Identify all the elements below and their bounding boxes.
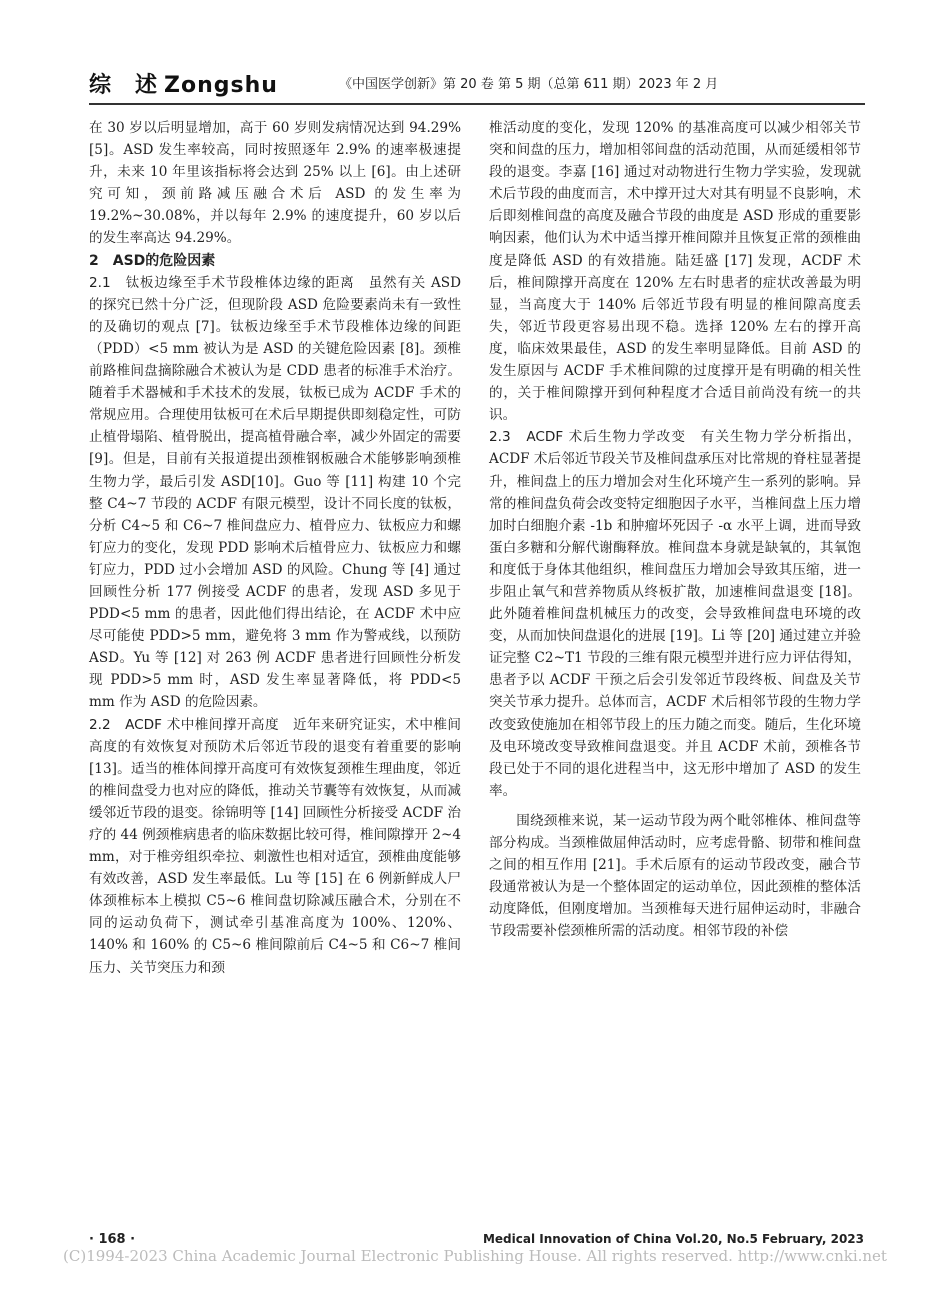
page-header (89, 62, 865, 102)
subsection-heading: 2.2 ACDF 术中椎间撑开高度 (89, 716, 279, 733)
paragraph (89, 272, 461, 714)
paragraph: 围绕颈椎来说，某一运动节段为两个毗邻椎体、椎间盘等部分构成。当颈椎做屈伸活动时，应考虑骨骼、韧带和椎间盘之间的相互作用 [21]。手术后原有的运动节段改变，融合节段通常被认为是一个整体固定的运动单位，因此颈椎的整体活动度降低，但刚度增加。当颈椎每天进行屈伸运动时，非融合节段需要补偿颈椎所需的活动度。相邻节段的补偿 (489, 812, 861, 940)
section-label (89, 68, 278, 99)
header-rule (89, 103, 865, 105)
subsection-heading: 2.1 钛板边缘至手术节段椎体边缘的距离 (89, 274, 355, 291)
paragraph-gap (489, 802, 861, 810)
paragraph-body: 有关生物力学分析指出，ACDF 术后邻近节段关节及椎间盘承压对比常规的脊柱显著提升，椎间盘上的压力增加会对生化环境产生一系列的影响。异常的椎间盘负荷会改变特定细胞因子水平，当椎间盘上压力增加时白细胞介素 -1b 和肿瘤坏死因子 -α 水平上调，进而导致蛋白多糖和分解代谢酶释放。椎间盘本身就是缺氧的，其氧饱和度低于身体其他组织，椎间盘压力增加会导致其压缩，进一步阻止氧气和营养物质从终板扩散，加速椎间盘退变 [18]。此外随着椎间盘机械压力的改变，会导致椎间盘电环境的改变，从而加快间盘退化的进展 [19]。Li 等 [20] 通过建立并验证完整 C2~T1 节段的三维有限元模型并进行应力评估得知，患者予以 ACDF 干预之后会引发邻近节段终板、间盘及关节突关节承力提升。总体而言，ACDF 术后相邻节段的生物力学改变致使施加在相邻节段上的压力随之而变。随后，生化环境及电环境改变导致椎间盘退变。并且 ACDF 术前，颈椎各节段已处于不同的退化进程当中，这无形中增加了 ASD 的发生率。 (489, 429, 861, 799)
paragraph-body: 虽然有关 ASD 的探究已然十分广泛，但现阶段 ASD 危险要素尚未有一致性的及确切的观点 [7]。钛板边缘至手术节段椎体边缘的间距（PDD）<5 mm 被认为是 ASD 的关键危险因素 [8]。颈椎前路椎间盘摘除融合术被认为是 CDD 患者的标准手术治疗。随着手术器械和手术技术的发展，钛板已成为 ACDF 手术的常规应用。合理使用钛板可在术后早期提供即刻稳定性，可防止植骨塌陷、植骨脱出，提高植骨融合率，减少外固定的需要 [9]。但是，目前有关报道提出颈椎钢板融合术能够影响颈椎生物力学，最后引发 ASD[10]。Guo 等 [11] 构建 10 个完整 C4~7 节段的 ACDF 有限元模型，设计不同长度的钛板，分析 C4~5 和 C6~7 椎间盘应力、植骨应力、钛板应力和螺钉应力的变化，发现 PDD 影响术后植骨应力、钛板应力和螺钉应力，PDD 过小会增加 ASD 的风险。Chung 等 [4] 通过回顾性分析 177 例接受 ACDF 的患者，发现 ASD 多见于 PDD<5 mm 的患者，因此他们得出结论，在 ACDF 术中应尽可能使 PDD>5 mm，避免将 3 mm 作为警戒线，以预防 ASD。Yu 等 [12] 对 263 例 ACDF 患者进行回顾性分析发现 PDD>5 mm 时，ASD 发生率显著降低，将 PDD<5 mm 作为 ASD 的危险因素。 (89, 274, 461, 711)
journal-english-citation: Medical Innovation of China Vol.20, No.5 February, 2023 (482, 1232, 864, 1246)
left-column (89, 117, 461, 979)
right-column (489, 117, 861, 942)
subsection-heading: 2.3 ACDF 术后生物力学改变 (489, 429, 686, 446)
section-heading: 2 ASD的危险因素 (89, 252, 216, 269)
journal-citation: 《中国医学创新》第 20 卷 第 5 期（总第 611 期）2023 年 2 月 (339, 77, 719, 92)
page-number: · 168 · (89, 1232, 136, 1247)
paragraph-body: 近年来研究证实，术中椎间高度的有效恢复对预防术后邻近节段的退变有着重要的影响 [13]。适当的椎体间撑开高度可有效恢复颈椎生理曲度，邻近的椎间盘受力也对应的降低，推动关节囊等有效恢复，从而减缓邻近节段的退变。徐锦明等 [14] 回顾性分析接受 ACDF 治疗的 44 例颈椎病患者的临床数据比较可得，椎间隙撑开 2~4 mm，对于椎旁组织牵拉、刺激性也相对适宜，颈椎曲度能够有效改善，ASD 发生率最低。Lu 等 [15] 在 6 例新鲜成人尸体颈椎标本上模拟 C5~6 椎间盘切除减压融合术，分别在不同的运动负荷下，测试牵引基准高度为 100%、120%、140% 和 160% 的 C5~6 椎间隙前后 C4~5 和 C6~7 椎间压力、关节突压力和颈 (89, 716, 462, 976)
section-label-en: Zongshu (164, 73, 278, 98)
paragraph: 椎活动度的变化，发现 120% 的基准高度可以减少相邻关节突和间盘的压力，增加相邻间盘的活动范围，从而延缓相邻节段的退变。李嘉 [16] 通过对动物进行生物力学实验，发现就术后节段的曲度而言，术中撑开过大对其有明显不良影响，术后即刻椎间盘的高度及融合节段的曲度是 ASD 形成的重要影响因素，他们认为术中适当撑开椎间隙并且恢复正常的颈椎曲度是降低 ASD 的有效措施。陆廷盛 [17] 发现，ACDF 术后，椎间隙撑开高度在 120% 左右时患者的症状改善最为明显，当高度大于 140% 后邻近节段有明显的椎间隙高度丢失，邻近节段更容易出现不稳。选择 120% 左右的撑开高度，临床效果最佳，ASD 的发生率明显降低。目前 ASD 的发生原因与 ACDF 手术椎间隙的过度撑开是有明确的相关性的，关于椎间隙撑开到何种程度才合适目前尚没有统一的共识。 (489, 120, 861, 424)
paragraph (489, 426, 861, 802)
copyright-notice: (C)1994-2023 China Academic Journal Electronic Publishing House. All rights reserved. http://www.cnki.net (63, 1247, 887, 1265)
paragraph: 在 30 岁以后明显增加，高于 60 岁则发病情况达到 94.29%[5]。ASD 发生率较高，同时按照逐年 2.9% 的速率极速提升，未来 10 年里该指标将会达到 25% 以上 [6]。由上述研究可知，颈前路减压融合术后 ASD 的发生率为 19.2%~30.08%，并以每年 2.9% 的速度提升，60 岁以后的发生率高达 94.29%。 (89, 120, 461, 247)
paragraph (89, 714, 461, 979)
section-label-cn: 综 述 (89, 73, 159, 98)
